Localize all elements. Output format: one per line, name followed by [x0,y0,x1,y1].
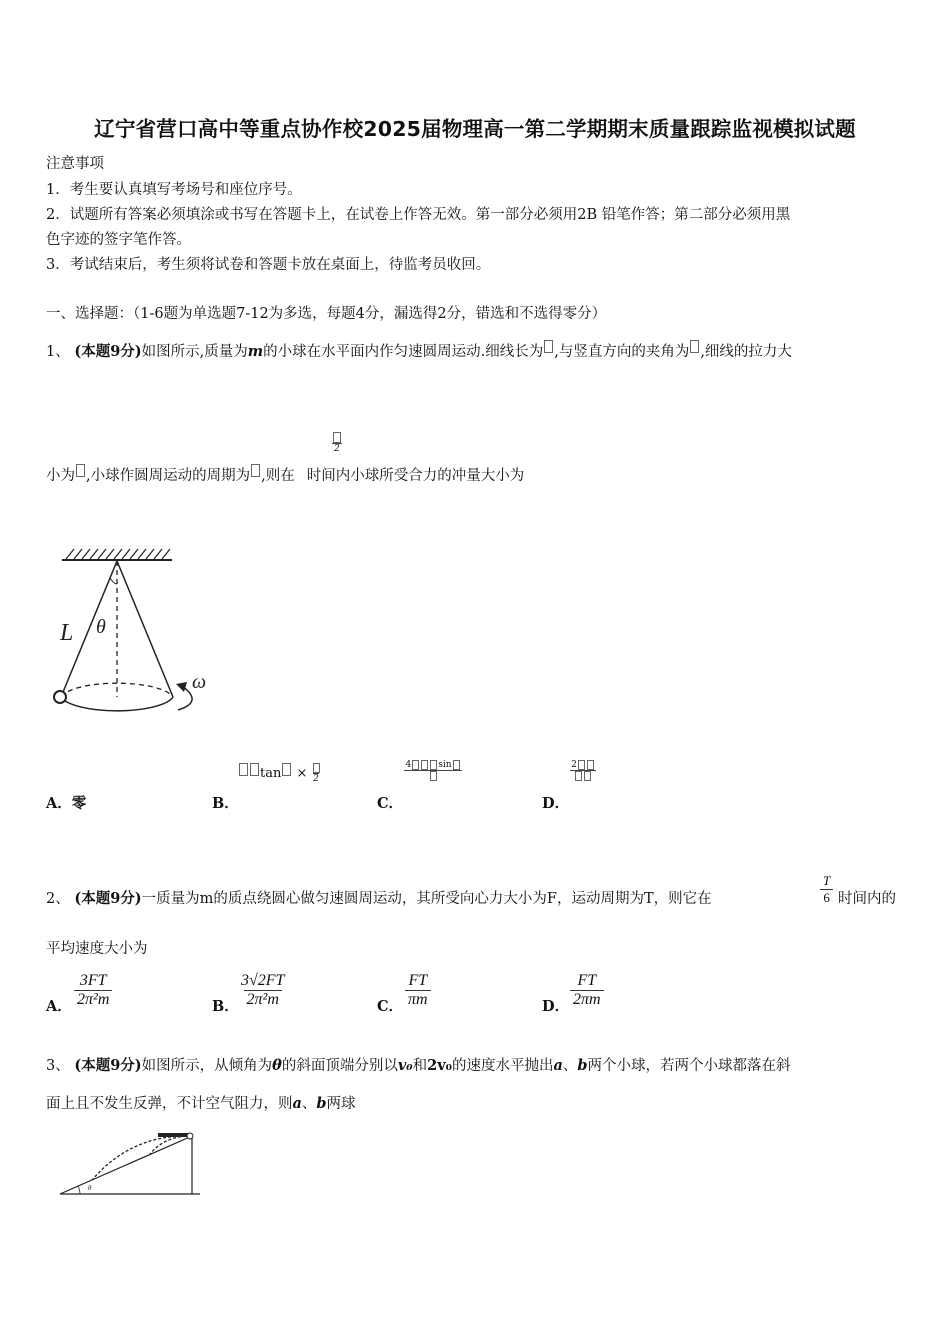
missing-glyph-icon [421,760,428,770]
q3-line-2 [46,1092,356,1113]
q1-option-c-formula [404,760,462,781]
q3-text-e: 两个小球，若两个小球都落在斜 [587,1058,791,1074]
missing-glyph-icon [412,760,419,770]
q1-text-f: ,小球作圆周运动的周期为 [86,468,251,484]
fig-label-L: L [60,620,74,646]
q2-fraction [820,873,833,906]
q2-option-b-formula [238,972,287,1009]
q2-option-d-label: D． [542,998,570,1015]
q1-option-d-num: 2 [571,760,577,770]
q1-line-1 [46,340,792,361]
q1-option-c-sin: sin [438,760,452,770]
q3-points: (本题9分) [74,1057,142,1074]
incline-projectile-figure [58,1126,203,1198]
q3-text-g: 两球 [326,1096,356,1112]
q1-text-a: 如图所示,质量为 [141,344,248,360]
q1-text-b: 的小球在水平面内作匀速圆周运动.细线长为 [263,344,544,360]
missing-glyph-icon [587,760,594,770]
missing-glyph-icon [430,771,437,781]
fig3-theta-label: θ [88,1184,92,1192]
missing-glyph-icon [251,464,260,477]
q2-option-c-den: πm [405,990,431,1009]
q1-option-c-num: 4 [405,760,412,770]
missing-glyph-icon [430,760,437,770]
missing-glyph-icon [578,760,585,770]
q1-option-c-label: C． [377,795,404,812]
q1-points: (本题9分) [74,343,142,360]
q1-line-2 [46,464,524,485]
q3-sep: 、 [562,1058,578,1074]
q2-option-d-num: FT [577,972,597,989]
fig-label-theta: θ [96,616,106,638]
q3-sep-2: 、 [301,1096,317,1112]
q2-option-c-formula [405,972,431,1009]
q2-prefix: 2、 [46,891,70,907]
q2-option-a-num: 3FT [79,972,107,989]
q1-fraction [332,432,342,454]
q1-text-c: ,与竖直方向的夹角为 [554,344,690,360]
q1-option-b-den: 2 [313,774,319,784]
q3-text-c: 和 [412,1058,428,1074]
q3-a-2: a [292,1095,302,1112]
missing-glyph-icon [313,763,320,773]
q1-option-a-text: 零 [71,795,87,812]
missing-glyph-icon [239,763,248,776]
missing-glyph-icon [76,464,85,477]
fig-label-omega: ω [192,671,207,693]
q1-text-e: 小为 [46,468,75,484]
q2-points: (本题9分) [74,890,142,907]
missing-glyph-icon [584,771,591,781]
q1-option-a [46,792,86,813]
conical-pendulum-figure [44,540,224,730]
missing-glyph-icon [333,432,341,443]
q3-line-1 [46,1054,791,1075]
notice-item-2-cont: 色字迹的签字笔作答。 [46,232,191,248]
q2-option-c-label: C． [377,998,404,1015]
missing-glyph-icon [282,763,291,776]
q2-option-c-num: FT [408,972,428,989]
q2-frac-num: T [823,873,831,888]
q2-text-a: 一质量为m的质点绕圆心做匀速圆周运动，其所受向心力大小为F，运动周期为T，则它在 [141,891,712,907]
q1-prefix: 1、 [46,344,70,360]
q2-option-b-num: 3√2FT [241,972,285,989]
notice-heading: 注意事项 [46,156,104,172]
q1-text-d: ,细线的拉力大 [700,344,792,360]
q3-text-a: 如图所示，从倾角为 [141,1058,273,1074]
q2-option-d-den: 2πm [570,990,604,1009]
q2-frac-den: 6 [820,889,833,906]
q3-theta: θ [272,1057,282,1074]
q2-line-1 [46,887,712,908]
q3-2v0: 2v₀ [427,1057,452,1074]
q2-text-end: 时间内的 [838,891,896,907]
missing-glyph-icon [453,760,460,770]
q2-option-a-den: 2π²m [74,990,112,1009]
q2-line-2: 平均速度大小为 [46,941,148,957]
notice-item-3: 3．考试结束后，考生须将试卷和答题卡放在桌面上，待监考员收回。 [46,257,491,273]
q3-text-d: 的速度水平抛出 [451,1058,554,1074]
q2-option-a-label: A． [46,998,72,1015]
q3-b: b [577,1057,588,1074]
missing-glyph-icon [250,763,259,776]
q1-option-b-label: B． [212,795,239,812]
q3-text-b: 的斜面顶端分别以 [281,1058,398,1074]
q1-var-m: m [247,343,264,360]
q1-option-d-formula [570,760,596,781]
q1-option-b-times: × [296,766,308,781]
q3-text-f: 面上且不发生反弹，不计空气阻力，则 [46,1096,293,1112]
q3-a: a [553,1057,563,1074]
q2-option-d-formula [570,972,604,1009]
q3-v0: v₀ [397,1057,413,1074]
missing-glyph-icon [690,340,699,353]
missing-glyph-icon [544,340,553,353]
q1-option-d-label: D． [542,795,570,812]
page-title: 辽宁省营口高中等重点协作校2025届物理高一第二学期期末质量跟踪监视模拟试题 [94,117,856,141]
q1-text-h: 时间内小球所受合力的冲量大小为 [306,468,525,484]
q2-option-b-den: 2π²m [244,990,282,1009]
section-heading: 一、选择题：（1-6题为单选题7-12为多选，每题4分，漏选得2分，错选和不选得零分） [46,306,607,322]
notice-item-2: 2．试题所有答案必须填涂或书写在答题卡上，在试卷上作答无效。第一部分必须用2B 铅笔作答；第二部分必须用黑 [46,207,791,223]
q3-prefix: 3、 [46,1058,70,1074]
notice-item-1: 1．考生要认真填写考场号和座位序号。 [46,182,302,198]
q1-option-a-label: A． [46,795,72,812]
q1-option-b-formula [238,763,321,784]
missing-glyph-icon [575,771,582,781]
q2-option-b-label: B． [212,998,239,1015]
q1-frac-den: 2 [332,443,342,454]
q1-text-g: ,则在 [261,468,295,484]
q3-b-2: b [316,1095,327,1112]
q2-option-a-formula [74,972,112,1009]
q1-option-b-tan: tan [260,766,282,781]
